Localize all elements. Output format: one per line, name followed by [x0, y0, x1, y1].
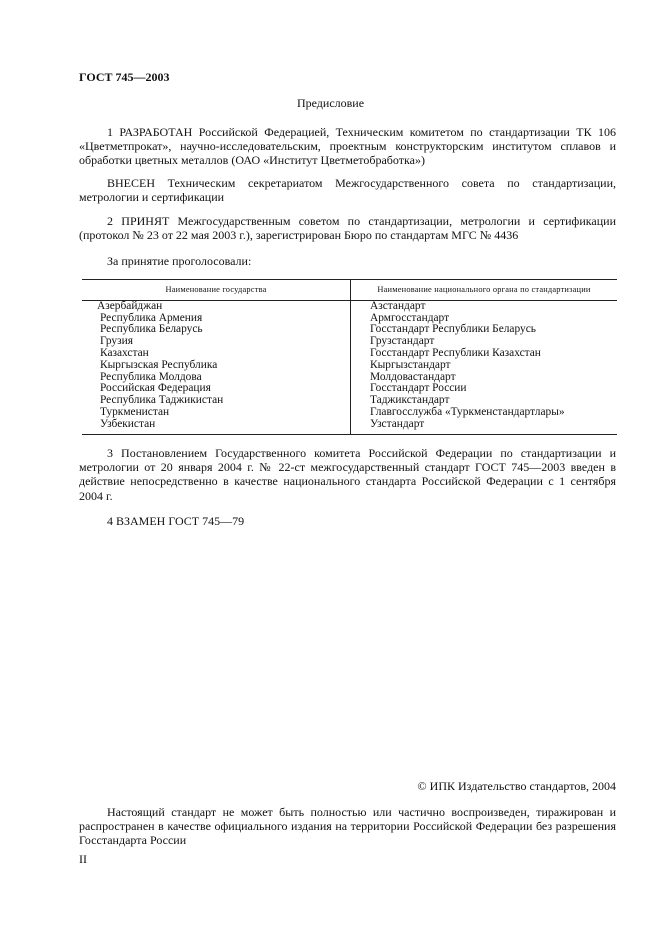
state-item: Республика Таджикистан	[100, 394, 224, 407]
standards-body-item: Грузстандарт	[370, 335, 435, 348]
standards-body-item: Госстандарт России	[370, 382, 467, 395]
state-item: Республика Беларусь	[100, 323, 203, 336]
table-header-row	[82, 280, 617, 301]
state-item: Российская Федерация	[100, 382, 211, 395]
standards-body-item: Кыргызстандарт	[370, 358, 451, 371]
state-item: Республика Армения	[100, 311, 203, 324]
document-code: ГОСТ 745—2003	[79, 70, 170, 84]
state-item: Азербайджан	[97, 299, 163, 312]
reproduction-notice	[79, 805, 616, 848]
standards-body-item: Главгосслужба «Туркменстандартлары»	[370, 405, 565, 418]
state-item: Узбекистан	[100, 417, 156, 430]
page-number: II	[79, 852, 87, 866]
voting-table	[82, 279, 617, 435]
paragraph-text: 1 РАЗРАБОТАН Российской Федерацией, Техническим комитетом по стандартизации ТК 106 «Цветметпрокат», научно-исследовательским, проектным конструкторским институтом сплавов и обработки цветных металлов (ОАО «Институт Цветметобработка»)	[79, 125, 616, 168]
column-header-state: Наименование государства	[82, 280, 351, 301]
column-header-standards-body: Наименование национального органа по стандартизации	[351, 280, 618, 301]
states-column	[82, 300, 351, 434]
notice-text: Настоящий стандарт не может быть полностью или частично воспроизведен, тиражирован и распространен в качестве официального издания на территории Российской Федерации без разрешения Госстандарта России	[79, 805, 616, 848]
preface-paragraph-replaces	[79, 514, 616, 528]
standards-body-item: Молдовастандарт	[370, 370, 456, 383]
standards-body-item: Госстандарт Республики Казахстан	[370, 346, 541, 359]
preface-paragraph-voted	[79, 254, 616, 268]
standards-body-item: Таджикстандарт	[370, 394, 450, 407]
standards-body-item: Азстандарт	[370, 299, 426, 312]
bodies-list	[351, 301, 617, 431]
state-item: Кыргызская Республика	[100, 358, 218, 371]
state-item: Казахстан	[100, 346, 149, 359]
bodies-column	[351, 300, 618, 434]
paragraph-text: За принятие проголосовали:	[107, 254, 252, 268]
preface-paragraph-developed	[79, 125, 616, 168]
state-item: Республика Молдова	[100, 370, 202, 383]
paragraph-text: ВНЕСЕН Техническим секретариатом Межгосударственного совета по стандартизации, метрологии и сертификации	[79, 176, 616, 205]
preface-title: Предисловие	[296, 96, 365, 110]
standards-body-item: Узстандарт	[370, 417, 425, 430]
state-item: Туркменистан	[100, 405, 170, 418]
preface-paragraph-enacted	[79, 446, 616, 503]
copyright-line: © ИПК Издательство стандартов, 2004	[417, 779, 616, 793]
preface-paragraph-adopted	[79, 214, 616, 242]
standards-body-item: Армгосстандарт	[370, 311, 450, 324]
paragraph-text: 4 ВЗАМЕН ГОСТ 745—79	[107, 514, 245, 528]
state-item: Грузия	[100, 335, 133, 348]
paragraph-text: 2 ПРИНЯТ Межгосударственным советом по стандартизации, метрологии и сертификации (протокол № 23 от 22 мая 2003 г.), зарегистрирован Бюро по стандартам МГС № 4436	[79, 214, 616, 243]
table-body-row	[82, 300, 617, 434]
states-list	[82, 301, 350, 431]
standards-body-item: Госстандарт Республики Беларусь	[370, 323, 536, 336]
paragraph-text: 3 Постановлением Государственного комитета Российской Федерации по стандартизации и метрологии от 20 января 2004 г. № 22-ст межгосударственный стандарт ГОСТ 745—2003 введен в действие непосредственно в качестве национального стандарта Российской Федерации с 1 сентября 2004 г.	[79, 446, 616, 503]
preface-paragraph-introduced	[79, 176, 616, 204]
